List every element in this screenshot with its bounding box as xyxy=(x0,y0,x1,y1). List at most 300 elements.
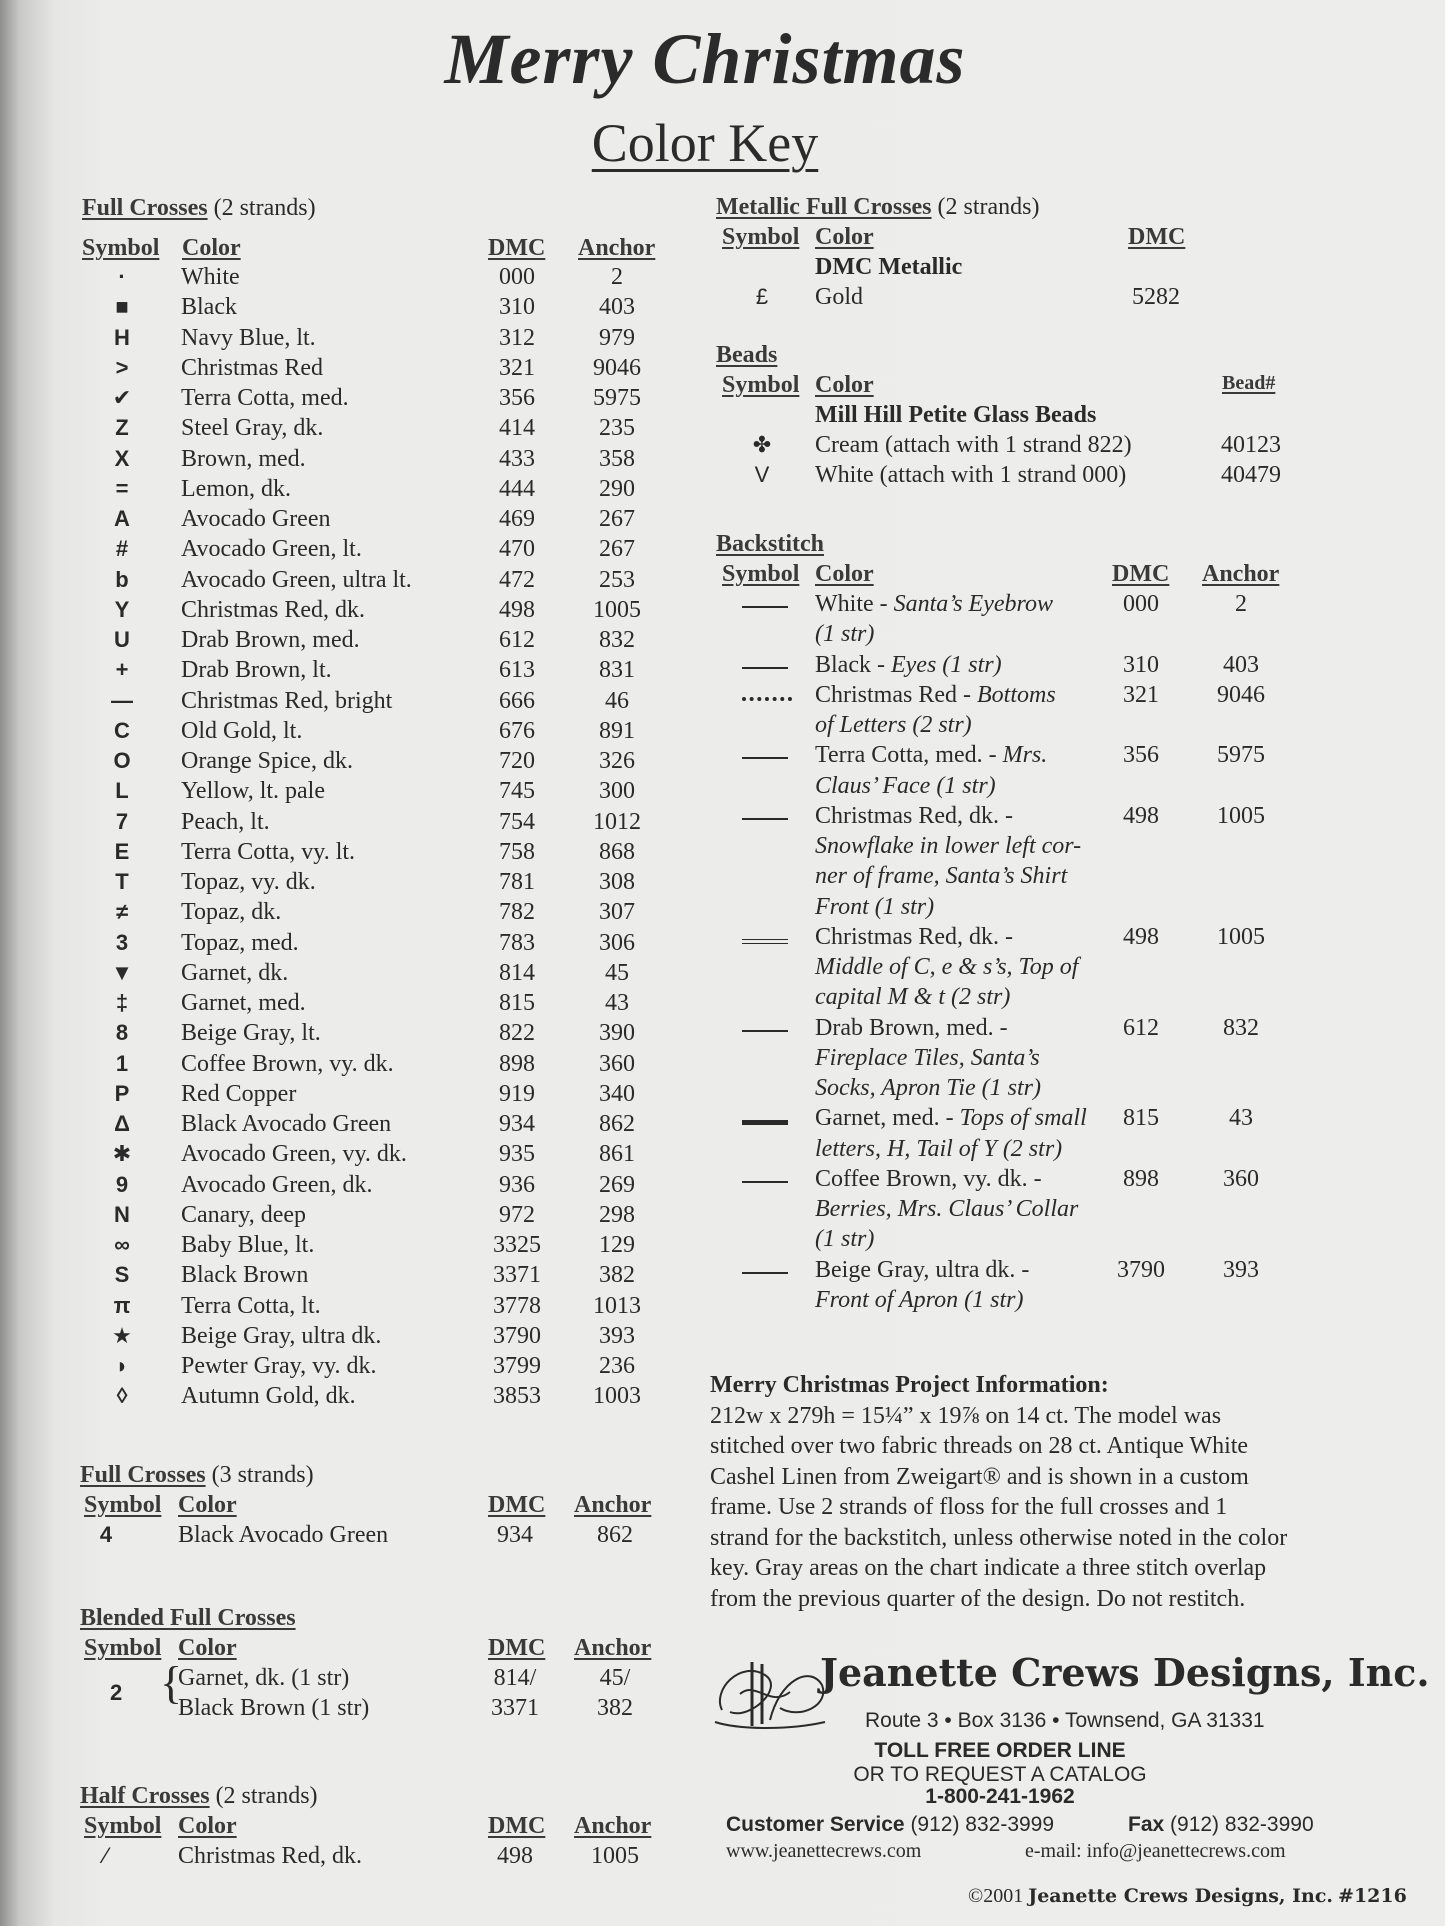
bs-row-description: Socks, Apron Tie (1 str) xyxy=(815,1075,1041,1101)
fc3-row-symbol: 4 xyxy=(99,1522,113,1547)
metallic-header-color: Color xyxy=(815,224,874,250)
fc2-row-dmc: 666 xyxy=(499,687,535,714)
fc2-row xyxy=(82,960,682,990)
company-logo xyxy=(710,1650,830,1732)
beads-heading xyxy=(716,342,777,369)
fc2-row-color: White xyxy=(181,264,240,290)
fc2-row-color: Terra Cotta, med. xyxy=(181,385,349,411)
fc2-row-dmc: 469 xyxy=(499,506,535,532)
fc2-row-anchor: 5975 xyxy=(593,385,641,411)
beads-row xyxy=(716,432,1356,462)
bs-row-description: Claus’ Face (1 str) xyxy=(815,772,996,799)
beads-row-symbol: ✤ xyxy=(752,432,772,457)
blended-title: Blended Full Crosses xyxy=(80,1605,296,1631)
fc2-row-symbol: O xyxy=(113,748,131,773)
hc-header-symbol: Symbol xyxy=(84,1813,162,1839)
bs-row-anchor: 832 xyxy=(1223,1014,1259,1041)
bs-row-text-line xyxy=(815,621,874,648)
bs-row-anchor: 43 xyxy=(1229,1105,1253,1132)
hc-header-dmc: DMC xyxy=(488,1813,546,1839)
fc2-row-color: Autumn Gold, dk. xyxy=(181,1383,356,1410)
fc2-row-color: Red Copper xyxy=(181,1080,297,1107)
bs-row-text-line xyxy=(815,1075,1041,1102)
fc2-row-color: Baby Blue, lt. xyxy=(181,1232,315,1258)
fc2-row-symbol: ≠ xyxy=(115,899,129,925)
fc3-row-color: Black Avocado Green xyxy=(178,1522,389,1548)
fc2-row-dmc: 936 xyxy=(499,1171,535,1198)
fax-phone: (912) 832-3990 xyxy=(1170,1813,1314,1836)
fc2-row-symbol: X xyxy=(114,445,130,471)
bs-row-text-line xyxy=(815,742,1047,769)
fc2-row-anchor: 9046 xyxy=(593,354,641,381)
fc2-row-anchor: 290 xyxy=(599,475,635,502)
hc-header-anchor: Anchor xyxy=(574,1813,652,1839)
fc2-row-anchor: 868 xyxy=(599,838,635,865)
project-info-line: frame. Use 2 strands of floss for the full crosses and 1 xyxy=(710,1494,1228,1520)
company-address: Route 3 • Box 3136 • Townsend, GA 31331 xyxy=(865,1709,1265,1732)
bs-row-description: Bottoms xyxy=(977,681,1056,708)
fc2-row xyxy=(82,1232,682,1262)
fc2-row-color: Avocado Green, vy. dk. xyxy=(181,1141,407,1168)
customer-service-phone: (912) 832-3999 xyxy=(910,1813,1055,1836)
bs-row-anchor: 1005 xyxy=(1217,802,1265,829)
fc2-row-symbol: = xyxy=(115,475,129,501)
fc2-row-anchor: 236 xyxy=(599,1353,635,1379)
blended-brace: { xyxy=(160,1657,183,1708)
fc2-row-dmc: 758 xyxy=(499,838,535,865)
fc2-row-color: Drab Brown, lt. xyxy=(181,657,332,684)
project-info-heading: Merry Christmas Project Information: xyxy=(710,1372,1109,1398)
customer-service xyxy=(726,1813,1054,1837)
bs-row xyxy=(716,1166,1356,1257)
full-crosses-2-note: (2 strands) xyxy=(213,195,316,221)
fc2-row xyxy=(82,597,682,627)
beads-row-color: White (attach with 1 strand 000) xyxy=(815,462,1127,488)
fc2-row xyxy=(82,930,682,960)
hc-row-symbol: ⁄ xyxy=(104,1843,108,1868)
fc2-row-anchor: 390 xyxy=(599,1020,635,1047)
blended-row-dmc: 814/ xyxy=(493,1665,537,1691)
bs-row-dmc: 815 xyxy=(1123,1105,1159,1132)
fc2-row xyxy=(82,1111,682,1141)
fc2-row-dmc: 3853 xyxy=(493,1383,541,1410)
fc2-row-color: Old Gold, lt. xyxy=(181,717,303,744)
bs-row-dmc: 356 xyxy=(1123,742,1159,769)
bs-row-color: Terra Cotta, med. - xyxy=(815,742,1003,769)
fc2-row-symbol: Δ xyxy=(114,1111,130,1136)
fc2-row-anchor: 43 xyxy=(605,990,629,1016)
fc2-row-color: Steel Gray, dk. xyxy=(181,415,324,442)
fc2-row-dmc: 3799 xyxy=(493,1353,541,1379)
fc2-row-anchor: 360 xyxy=(599,1050,635,1077)
bs-row xyxy=(716,742,1356,803)
fc2-row-dmc: 3790 xyxy=(493,1322,541,1349)
fc2-row-anchor: 267 xyxy=(599,506,635,532)
pattern-number: #1216 xyxy=(1338,1885,1407,1907)
fc2-row-anchor: 358 xyxy=(599,445,635,472)
bs-row-anchor: 393 xyxy=(1223,1256,1259,1283)
fc2-row-dmc: 783 xyxy=(499,929,535,956)
fc2-row-symbol: · xyxy=(118,264,126,289)
fc2-row xyxy=(82,476,682,506)
bs-line-solid-icon xyxy=(742,1030,788,1032)
fc2-row-dmc: 414 xyxy=(499,415,535,442)
bs-row-text-line xyxy=(815,652,1002,679)
bs-row-description: Berries, Mrs. Claus’ Collar xyxy=(815,1196,1079,1222)
fc2-row-dmc: 814 xyxy=(499,959,535,986)
fc2-row-anchor: 46 xyxy=(605,687,629,714)
fc2-row-symbol: Y xyxy=(114,596,130,622)
fc3-header-dmc: DMC xyxy=(488,1492,546,1518)
fc2-row-symbol: + xyxy=(115,657,129,683)
metallic-note: (2 strands) xyxy=(937,194,1040,220)
fc2-row-color: Drab Brown, med. xyxy=(181,627,360,653)
bs-row-text-line xyxy=(815,1015,1008,1042)
fc2-row-dmc: 000 xyxy=(499,264,535,290)
fc2-row-color: Lemon, dk. xyxy=(181,475,291,502)
fc2-row-dmc: 3371 xyxy=(493,1262,541,1289)
fc2-row-symbol: ■ xyxy=(115,294,129,320)
full-crosses-3-title: Full Crosses xyxy=(80,1462,206,1488)
bs-row-text-line xyxy=(815,773,996,800)
blended-heading xyxy=(80,1605,296,1632)
bs-row-description: Front of Apron (1 str) xyxy=(815,1286,1024,1313)
fc2-row-symbol: 9 xyxy=(115,1171,129,1197)
bs-row-color: Coffee Brown, vy. dk. - xyxy=(815,1165,1042,1192)
bs-row-description: Eyes (1 str) xyxy=(890,651,1002,678)
fc2-row xyxy=(82,294,682,324)
fc2-row xyxy=(82,990,682,1020)
fc2-row-dmc: 356 xyxy=(499,385,535,411)
bs-row-text-line xyxy=(815,712,972,739)
copyright xyxy=(968,1885,1407,1908)
fc2-row-color: Topaz, med. xyxy=(181,929,299,956)
bs-row-text-line xyxy=(815,924,1013,951)
fax xyxy=(1128,1813,1314,1837)
fc2-row-color: Yellow, lt. pale xyxy=(181,778,325,805)
fc2-row xyxy=(82,1051,682,1081)
half-crosses-title: Half Crosses xyxy=(80,1783,210,1809)
fc2-row xyxy=(82,1081,682,1111)
fc2-row xyxy=(82,899,682,929)
fc2-row-dmc: 782 xyxy=(499,899,535,926)
bs-row-anchor: 9046 xyxy=(1217,681,1265,708)
fc2-row-dmc: 919 xyxy=(499,1080,535,1107)
fc2-row-symbol: L xyxy=(115,778,129,804)
fc2-row-symbol: Z xyxy=(115,415,129,441)
bs-row-color: Drab Brown, med. - xyxy=(815,1014,1008,1041)
bs-row-text-line xyxy=(815,1287,1023,1314)
bs-row-color: Garnet, med. - xyxy=(815,1105,960,1132)
fc2-row-anchor: 831 xyxy=(599,657,635,684)
bs-row xyxy=(716,803,1356,924)
project-info-line: Cashel Linen from Zweigart® and is shown in a custom xyxy=(710,1463,1249,1490)
fc2-row-dmc: 745 xyxy=(499,778,535,805)
beads-header-color: Color xyxy=(815,372,874,398)
blended-row xyxy=(80,1695,680,1725)
fc2-row-color: Garnet, med. xyxy=(181,990,306,1016)
fc2-row-dmc: 613 xyxy=(499,657,535,684)
fc2-row-dmc: 444 xyxy=(499,475,535,502)
beads-header-bead: Bead# xyxy=(1222,372,1276,394)
fc2-row-anchor: 340 xyxy=(599,1080,635,1107)
fc2-row-symbol: ▼ xyxy=(111,959,133,985)
fc2-row xyxy=(82,536,682,566)
fc3-header-symbol: Symbol xyxy=(84,1492,162,1518)
full-crosses-2-heading xyxy=(82,195,316,222)
bs-row-description: of Letters (2 str) xyxy=(815,712,972,738)
bs-row-description: (1 str) xyxy=(815,621,875,648)
bs-row-text-line xyxy=(815,1226,874,1253)
fc2-row-anchor: 306 xyxy=(599,929,635,956)
fc2-row-color: Christmas Red, dk. xyxy=(181,596,365,623)
bs-row-color: Christmas Red - xyxy=(815,681,977,708)
fc3-row-dmc: 934 xyxy=(497,1522,533,1548)
bs-row-color: Beige Gray, ultra dk. - xyxy=(815,1256,1030,1283)
fc2-row-color: Christmas Red, bright xyxy=(181,687,393,714)
fc2-row xyxy=(82,657,682,687)
half-crosses-note: (2 strands) xyxy=(215,1783,318,1809)
fc2-row-anchor: 267 xyxy=(599,536,635,563)
email-link[interactable]: e-mail: info@jeanettecrews.com xyxy=(1025,1840,1286,1862)
toll-free-phone: 1-800-241-1962 xyxy=(925,1785,1075,1808)
fc2-row-color: Avocado Green, dk. xyxy=(181,1171,373,1198)
fc2-row xyxy=(82,1293,682,1323)
fc2-row-color: Peach, lt. xyxy=(181,808,270,835)
full-crosses-3-note: (3 strands) xyxy=(211,1462,314,1488)
bs-row xyxy=(716,1015,1356,1106)
fc2-row-symbol: b xyxy=(115,566,129,592)
fc2-row-dmc: 310 xyxy=(499,294,535,321)
bs-row-anchor: 360 xyxy=(1223,1165,1259,1192)
fc2-row xyxy=(82,325,682,355)
catalog-line: OR TO REQUEST A CATALOG xyxy=(853,1763,1147,1786)
fc2-row-color: Topaz, vy. dk. xyxy=(181,869,316,895)
fc2-row-symbol: P xyxy=(114,1080,130,1106)
fc3-row xyxy=(80,1522,680,1552)
fc2-row-symbol: — xyxy=(111,687,133,713)
bs-row xyxy=(716,591,1356,652)
bs-row-dmc: 498 xyxy=(1123,802,1159,829)
fc2-row-anchor: 300 xyxy=(599,778,635,805)
hc-row xyxy=(80,1843,680,1873)
fc2-row-symbol: 8 xyxy=(115,1020,129,1046)
fc2-row-anchor: 2 xyxy=(611,264,623,290)
bs-row-text-line xyxy=(815,954,1078,981)
fc2-row-dmc: 935 xyxy=(499,1141,535,1168)
fc2-row-color: Black Brown xyxy=(181,1262,309,1289)
fc2-row xyxy=(82,355,682,385)
bs-row-text-line xyxy=(815,1196,1078,1223)
fc2-row-symbol: ✱ xyxy=(112,1141,132,1167)
fc2-row-color: Topaz, dk. xyxy=(181,899,282,926)
fc2-row-dmc: 676 xyxy=(499,717,535,744)
bs-row xyxy=(716,1257,1356,1318)
blended-symbol: 2 xyxy=(110,1680,123,1705)
subtitle-text: Color Key xyxy=(591,113,819,173)
fc2-row-anchor: 862 xyxy=(599,1111,635,1137)
project-info xyxy=(710,1370,1350,1614)
fc2-row xyxy=(82,809,682,839)
beads-row-color: Cream (attach with 1 strand 822) xyxy=(815,432,1132,458)
fc2-row-color: Garnet, dk. xyxy=(181,959,289,986)
fc2-row-symbol: # xyxy=(115,536,129,562)
bs-row-description: Tops of small xyxy=(959,1105,1087,1132)
bs-line-solid-icon xyxy=(742,667,788,669)
fc2-row-symbol: C xyxy=(114,717,130,743)
fc2-row-anchor: 45 xyxy=(605,959,629,986)
full-crosses-3-heading xyxy=(80,1462,314,1489)
bs-line-double-icon xyxy=(742,939,788,944)
bs-row-anchor: 1005 xyxy=(1217,923,1265,950)
fc2-header-symbol: Symbol xyxy=(82,235,160,261)
fc2-row-symbol: T xyxy=(115,869,129,894)
blended-header-anchor: Anchor xyxy=(574,1635,652,1661)
fc2-row-anchor: 298 xyxy=(599,1201,635,1228)
beads-title: Beads xyxy=(716,342,778,368)
fc2-row-color: Black Avocado Green xyxy=(181,1111,392,1137)
fc2-row-color: Avocado Green, lt. xyxy=(181,536,362,563)
fc2-row-color: Orange Spice, dk. xyxy=(181,748,353,774)
bs-row-dmc: 321 xyxy=(1123,681,1159,708)
bs-row-text-line xyxy=(815,803,1013,830)
bs-row-description: capital M & t (2 str) xyxy=(815,984,1011,1011)
fc2-row-color: Black xyxy=(181,294,237,321)
bs-row-color: Christmas Red, dk. - xyxy=(815,802,1013,829)
bs-row-text-line xyxy=(815,1136,1062,1163)
fc2-row-anchor: 269 xyxy=(599,1171,635,1198)
metallic-row-symbol: £ xyxy=(755,284,769,309)
bs-row-text-line xyxy=(815,1166,1042,1193)
page-title: Merry Christmas xyxy=(444,19,966,99)
bs-row-description: Mrs. xyxy=(1002,742,1048,769)
fc2-row xyxy=(82,869,682,899)
bs-row-anchor: 2 xyxy=(1235,591,1247,617)
bs-row-text-line xyxy=(815,682,1056,709)
hc-row-color: Christmas Red, dk. xyxy=(178,1843,362,1869)
blended-header-color: Color xyxy=(178,1635,237,1661)
hc-row-anchor: 1005 xyxy=(591,1843,639,1869)
bs-row xyxy=(716,682,1356,743)
company-name: Jeanette Crews Designs, Inc. xyxy=(820,1650,1430,1695)
bs-row-dmc: 498 xyxy=(1123,923,1159,950)
fc2-row xyxy=(82,718,682,748)
fc2-row-symbol: ◗ xyxy=(115,1353,129,1378)
bs-row xyxy=(716,1105,1356,1166)
metallic-header-dmc: DMC xyxy=(1128,224,1186,250)
fc2-row-color: Beige Gray, ultra dk. xyxy=(181,1322,382,1349)
blended-row-dmc: 3371 xyxy=(491,1695,539,1721)
fc2-header-dmc: DMC xyxy=(488,235,546,261)
blended-header-symbol: Symbol xyxy=(84,1635,162,1661)
fc2-row-color: Terra Cotta, vy. lt. xyxy=(181,838,356,865)
fc2-row-anchor: 308 xyxy=(599,869,635,895)
bs-row xyxy=(716,652,1356,682)
blended-row-anchor: 382 xyxy=(597,1695,633,1721)
bs-line-dotted-icon xyxy=(742,697,792,701)
fc2-row-anchor: 979 xyxy=(599,324,635,351)
fc2-row xyxy=(82,1172,682,1202)
fc2-row-color: Christmas Red xyxy=(181,354,323,381)
project-info-body xyxy=(710,1401,1350,1615)
fc2-row xyxy=(82,1020,682,1050)
toll-free-line: TOLL FREE ORDER LINE xyxy=(874,1739,1126,1762)
bs-line-solid-icon xyxy=(742,818,788,820)
bs-line-solid-icon xyxy=(742,1181,788,1183)
fc2-row-symbol: ◊ xyxy=(116,1383,128,1409)
project-info-line: from the previous quarter of the design. Do not restitch. xyxy=(710,1585,1246,1612)
fc2-row-symbol: S xyxy=(114,1262,130,1288)
bs-row-text-line xyxy=(815,863,1067,890)
bs-row-dmc: 310 xyxy=(1123,651,1159,678)
bs-header-dmc: DMC xyxy=(1112,561,1170,587)
customer-service-label: Customer Service xyxy=(726,1813,905,1836)
fc2-row xyxy=(82,839,682,869)
fc2-row-anchor: 129 xyxy=(599,1232,635,1258)
fc2-row-symbol: N xyxy=(114,1201,130,1227)
backstitch-heading xyxy=(716,531,824,558)
bs-row-anchor: 403 xyxy=(1223,651,1259,678)
metallic-row xyxy=(716,284,1356,314)
fc2-header-color: Color xyxy=(182,235,241,261)
fc2-row xyxy=(82,1141,682,1171)
bs-row xyxy=(716,924,1356,1015)
fc2-row-dmc: 433 xyxy=(499,445,535,472)
fc2-row xyxy=(82,1383,682,1413)
fc2-row-color: Brown, med. xyxy=(181,445,306,472)
bs-row-color: Christmas Red, dk. - xyxy=(815,923,1013,950)
fc2-row xyxy=(82,1323,682,1353)
bs-row-description: Front (1 str) xyxy=(815,893,935,920)
fc2-row xyxy=(82,446,682,476)
bs-header-anchor: Anchor xyxy=(1202,561,1280,587)
bs-row-description: Santa’s Eyebrow xyxy=(893,591,1053,617)
fc2-row xyxy=(82,264,682,294)
bs-row-anchor: 5975 xyxy=(1217,742,1265,769)
fc2-row-symbol: 1 xyxy=(115,1050,129,1076)
fc2-row-dmc: 720 xyxy=(499,748,535,774)
fc2-row-anchor: 1012 xyxy=(593,808,641,835)
fc2-row-dmc: 781 xyxy=(499,869,535,895)
metallic-heading xyxy=(716,194,1040,221)
fc2-row-dmc: 472 xyxy=(499,566,535,593)
fc2-row-anchor: 326 xyxy=(599,748,635,774)
copyright-company: Jeanette Crews Designs, Inc. xyxy=(1028,1885,1334,1907)
fc2-row-anchor: 403 xyxy=(599,294,635,321)
page-subtitle xyxy=(0,112,1410,174)
full-crosses-2-title: Full Crosses xyxy=(82,195,208,221)
bs-row-text-line xyxy=(815,1105,1087,1132)
fc2-row xyxy=(82,1262,682,1292)
fc2-row-symbol: > xyxy=(115,354,129,380)
fc2-row xyxy=(82,627,682,657)
fc2-row-anchor: 307 xyxy=(599,899,635,926)
bs-row-description: letters, H, Tail of Y (2 str) xyxy=(815,1135,1063,1162)
project-info-line: key. Gray areas on the chart indicate a three stitch overlap xyxy=(710,1555,1267,1581)
bs-line-solid-icon xyxy=(742,606,788,608)
fc2-row-dmc: 815 xyxy=(499,990,535,1016)
fc2-row-symbol: ∞ xyxy=(114,1232,130,1257)
fc2-row-anchor: 832 xyxy=(599,627,635,653)
fc2-row-anchor: 861 xyxy=(599,1141,635,1168)
bs-row-description: Fireplace Tiles, Santa’s xyxy=(815,1044,1040,1071)
website-link[interactable]: www.jeanettecrews.com xyxy=(726,1840,922,1862)
fc2-row xyxy=(82,385,682,415)
fc2-header-anchor: Anchor xyxy=(578,235,656,261)
fc2-row-symbol: 7 xyxy=(115,808,129,834)
bs-row-text-line xyxy=(815,591,1053,618)
project-info-line: strand for the backstitch, unless otherwise noted in the color xyxy=(710,1524,1288,1551)
